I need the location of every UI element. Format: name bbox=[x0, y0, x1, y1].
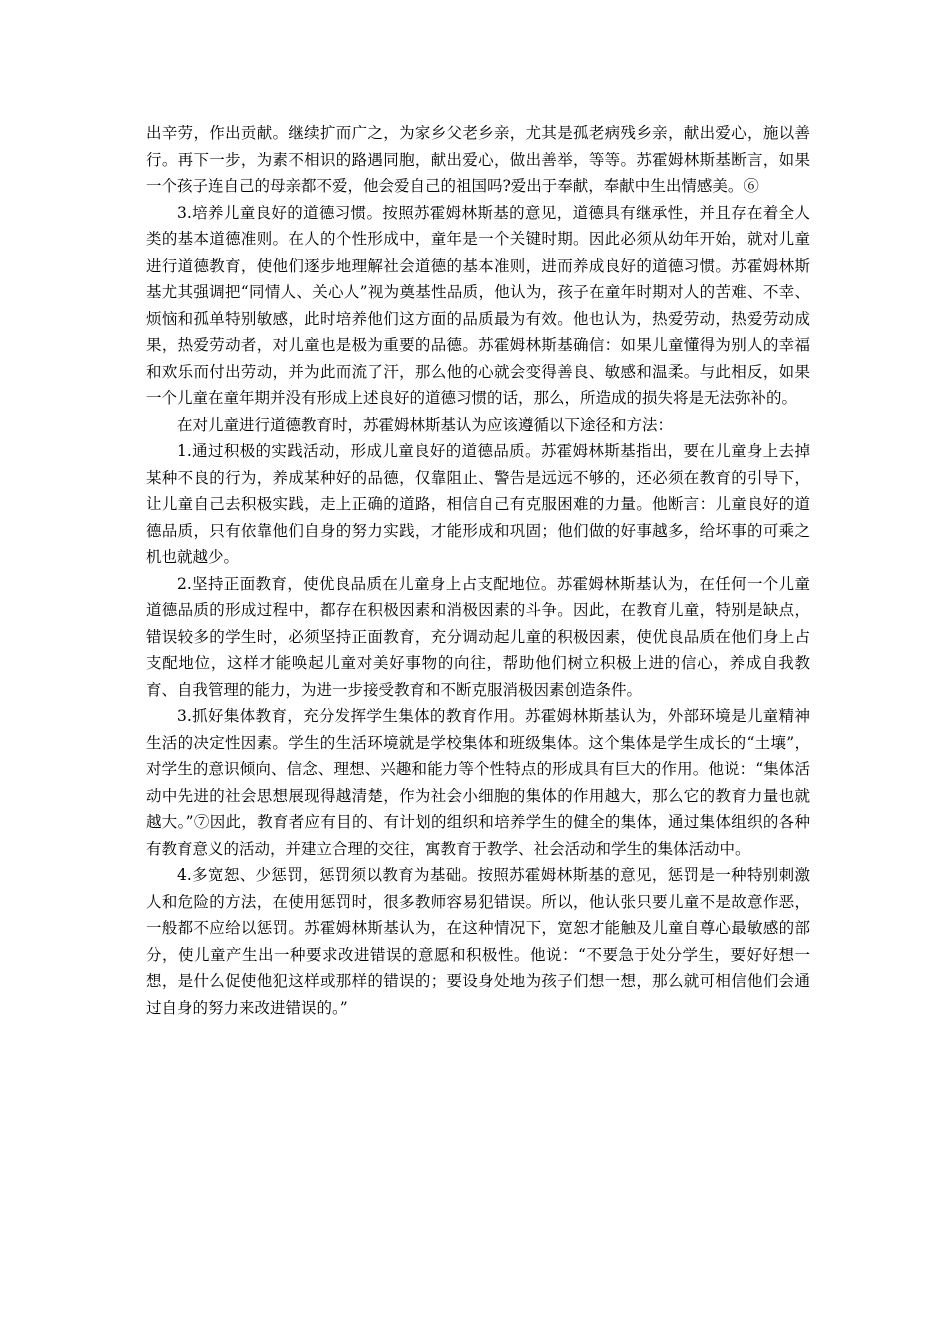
paragraph-moral-habits: 3.培养儿童良好的道德习惯。按照苏霍姆林斯基的意见，道德具有继承性，并且存在着全人类的基本道德准则。在人的个性形成中，童年是一个关键时期。因此必须从幼年开始，就对儿童进行道德教育，使他们逐步地理解社会道德的基本准则，进而养成良好的道德习惯。苏霍姆林斯基尤其强调把“同情人、关心人”视为奠基性品质，他认为，孩子在童年时期对人的苦难、不幸、烦恼和孤单特别敏感，此时培养他们这方面的品质最为有效。他也认为，热爱劳动，热爱劳动成果，热爱劳动者，对儿童也是极为重要的品德。苏霍姆林斯基确信：如果儿童懂得为别人的幸福和欢乐而付出劳动，并为此而流了汗，那么他的心就会变得善良、敏感和温柔。与此相反，如果一个儿童在童年期并没有形成上述良好的道德习惯的话，那么，所造成的损失将是无法弥补的。 bbox=[146, 203, 810, 407]
document-body bbox=[146, 120, 810, 1021]
paragraph-method-forgiveness: 4.多宽恕、少惩罚，惩罚须以教育为基础。按照苏霍姆林斯基的意见，惩罚是一种特别刺激人和危险的方法，在使用惩罚时，很多教师容易犯错误。所以，他认张只要儿童不是故意作恶，一般都不应给以惩罚。苏霍姆林斯基认为，在这种情况下，宽恕才能触及儿童自尊心最敏感的部分，使儿童产生出一种要求改进错误的意愿和积极性。他说：“不要急于处分学生，要好好想一想，是什么促使他犯这样或那样的错误的；要设身处地为孩子们想一想，那么就可相信他们会通过自身的努力来改进错误的。” bbox=[146, 866, 810, 1017]
paragraph-continuation: 出辛劳，作出贡献。继续扩而广之，为家乡父老乡亲，尤其是孤老病残乡亲，献出爱心，施以善行。再下一步，为素不相识的路遇同胞，献出爱心，做出善举，等等。苏霍姆林斯基断言，如果一个孩子连自己的母亲都不爱，他会爱自己的祖国吗?爱出于奉献，奉献中生出情感美。⑥ bbox=[146, 124, 810, 195]
paragraph-methods-intro: 在对儿童进行道德教育时，苏霍姆林斯基认为应该遵循以下途径和方法： bbox=[177, 415, 674, 434]
paragraph-method-positive-education: 2.坚持正面教育，使优良品质在儿童身上占支配地位。苏霍姆林斯基认为，在任何一个儿童道德品质的形成过程中，都存在积极因素和消极因素的斗争。因此，在教育儿童，特别是缺点，错误较多的学生时，必须坚持正面教育，充分调动起儿童的积极因素，使优良品质在他们身上占支配地位，这样才能唤起儿童对美好事物的向往，帮助他们树立积极上进的信心，养成自我教育、自我管理的能力，为进一步接受教育和不断克服消极因素创造条件。 bbox=[146, 574, 810, 699]
paragraph-method-collective-education: 3.抓好集体教育，充分发挥学生集体的教育作用。苏霍姆林斯基认为，外部环境是儿童精神生活的决定性因素。学生的生活环境就是学校集体和班级集体。这个集体是学生成长的“土壤”，对学生的意识倾向、信念、理想、兴趣和能力等个性特点的形成具有巨大的作用。他说：“集体活动中先进的社会思想展现得越清楚，作为社会小细胞的集体的作用越大，那么它的教育力量也就越大。”⑦因此，教育者应有目的、有计划的组织和培养学生的健全的集体，通过集体组织的各种有教育意义的活动，并建立合理的交往，寓教育于教学、社会活动和学生的集体活动中。 bbox=[146, 707, 810, 858]
paragraph-method-practice: 1.通过积极的实践活动，形成儿童良好的道德品质。苏霍姆林斯基指出，要在儿童身上去掉某种不良的行为，养成某种好的品德，仅靠阻止、警告是远远不够的，还必须在教育的引导下，让儿童自己去积极实践，走上正确的道路，相信自己有克服困难的力量。他断言：儿童良好的道德品质，只有依靠他们自身的努力实践，才能形成和巩固；他们做的好事越多，给坏事的可乘之机也就越少。 bbox=[146, 442, 810, 566]
